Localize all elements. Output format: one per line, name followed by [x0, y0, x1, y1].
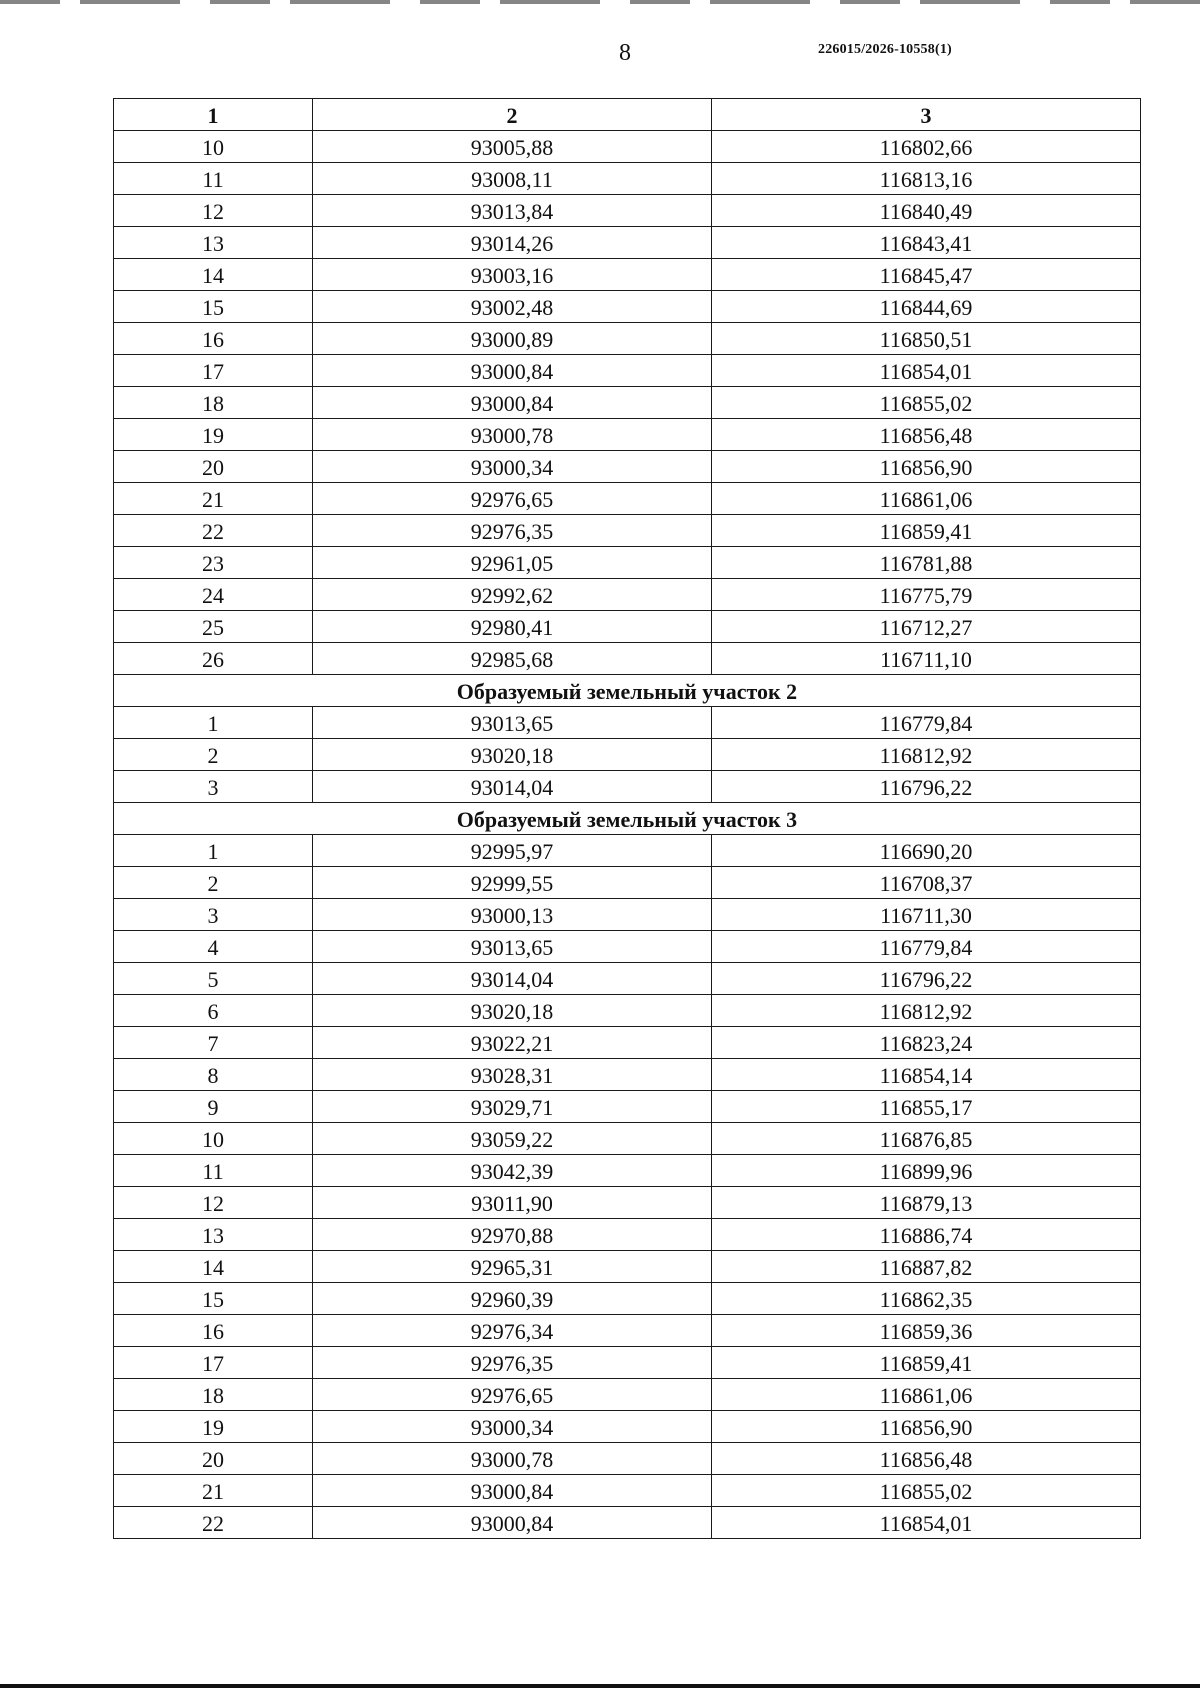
x-coordinate-cell: 93029,71: [313, 1091, 712, 1123]
x-coordinate-cell: 92970,88: [313, 1219, 712, 1251]
y-coordinate-cell: 116843,41: [712, 227, 1141, 259]
y-coordinate-cell: 116840,49: [712, 195, 1141, 227]
y-coordinate-cell: 116879,13: [712, 1187, 1141, 1219]
y-coordinate-cell: 116812,92: [712, 995, 1141, 1027]
x-coordinate-cell: 93000,84: [313, 355, 712, 387]
x-coordinate-cell: 93013,65: [313, 931, 712, 963]
point-number-cell: 22: [114, 1507, 313, 1539]
y-coordinate-cell: 116796,22: [712, 963, 1141, 995]
y-coordinate-cell: 116856,48: [712, 1443, 1141, 1475]
point-number-cell: 25: [114, 611, 313, 643]
point-number-cell: 2: [114, 739, 313, 771]
x-coordinate-cell: 93014,04: [313, 963, 712, 995]
y-coordinate-cell: 116899,96: [712, 1155, 1141, 1187]
y-coordinate-cell: 116690,20: [712, 835, 1141, 867]
table-row: [114, 643, 1141, 675]
point-number-cell: 3: [114, 899, 313, 931]
point-number-cell: 8: [114, 1059, 313, 1091]
table-row: [114, 1507, 1141, 1539]
point-number-cell: 1: [114, 835, 313, 867]
point-number-cell: 18: [114, 1379, 313, 1411]
table-row: [114, 1283, 1141, 1315]
section-title: Образуемый земельный участок 3: [114, 803, 1141, 835]
x-coordinate-cell: 92960,39: [313, 1283, 712, 1315]
x-coordinate-cell: 93059,22: [313, 1123, 712, 1155]
y-coordinate-cell: 116708,37: [712, 867, 1141, 899]
table-row: [114, 1443, 1141, 1475]
point-number-cell: 11: [114, 1155, 313, 1187]
table-row: [114, 323, 1141, 355]
y-coordinate-cell: 116779,84: [712, 707, 1141, 739]
point-number-cell: 20: [114, 451, 313, 483]
table-row: [114, 1379, 1141, 1411]
point-number-cell: 12: [114, 195, 313, 227]
table-row: [114, 291, 1141, 323]
table-row: [114, 259, 1141, 291]
x-coordinate-cell: 93020,18: [313, 995, 712, 1027]
point-number-cell: 15: [114, 291, 313, 323]
point-number-cell: 10: [114, 131, 313, 163]
x-coordinate-cell: 93003,16: [313, 259, 712, 291]
table-row: [114, 771, 1141, 803]
table-row: [114, 707, 1141, 739]
table-row: [114, 835, 1141, 867]
page-number: 8: [619, 40, 631, 66]
point-number-cell: 2: [114, 867, 313, 899]
table-row: [114, 963, 1141, 995]
x-coordinate-cell: 92985,68: [313, 643, 712, 675]
y-coordinate-cell: 116796,22: [712, 771, 1141, 803]
point-number-cell: 6: [114, 995, 313, 1027]
table-row: [114, 579, 1141, 611]
section-title-row: [114, 675, 1141, 707]
x-coordinate-cell: 93014,26: [313, 227, 712, 259]
y-coordinate-cell: 116855,17: [712, 1091, 1141, 1123]
table-row: [114, 163, 1141, 195]
x-coordinate-cell: 93028,31: [313, 1059, 712, 1091]
x-coordinate-cell: 93000,78: [313, 419, 712, 451]
point-number-cell: 26: [114, 643, 313, 675]
y-coordinate-cell: 116775,79: [712, 579, 1141, 611]
table-row: [114, 1155, 1141, 1187]
table-row: [114, 451, 1141, 483]
section-title: Образуемый земельный участок 2: [114, 675, 1141, 707]
header-col-3: 3: [712, 99, 1141, 131]
point-number-cell: 14: [114, 259, 313, 291]
y-coordinate-cell: 116711,10: [712, 643, 1141, 675]
x-coordinate-cell: 92976,65: [313, 1379, 712, 1411]
y-coordinate-cell: 116855,02: [712, 387, 1141, 419]
table-row: [114, 1251, 1141, 1283]
point-number-cell: 11: [114, 163, 313, 195]
y-coordinate-cell: 116813,16: [712, 163, 1141, 195]
scan-border-bottom: [0, 1684, 1200, 1688]
table-row: [114, 515, 1141, 547]
x-coordinate-cell: 93014,04: [313, 771, 712, 803]
y-coordinate-cell: 116862,35: [712, 1283, 1141, 1315]
y-coordinate-cell: 116856,90: [712, 1411, 1141, 1443]
y-coordinate-cell: 116812,92: [712, 739, 1141, 771]
table-row: [114, 227, 1141, 259]
table-row: [114, 1411, 1141, 1443]
point-number-cell: 13: [114, 227, 313, 259]
x-coordinate-cell: 93008,11: [313, 163, 712, 195]
point-number-cell: 17: [114, 355, 313, 387]
point-number-cell: 19: [114, 1411, 313, 1443]
table-row: [114, 899, 1141, 931]
point-number-cell: 16: [114, 1315, 313, 1347]
table-row: [114, 419, 1141, 451]
y-coordinate-cell: 116859,41: [712, 515, 1141, 547]
x-coordinate-cell: 93013,84: [313, 195, 712, 227]
y-coordinate-cell: 116845,47: [712, 259, 1141, 291]
table-row: [114, 1347, 1141, 1379]
section-title-row: [114, 803, 1141, 835]
x-coordinate-cell: 93005,88: [313, 131, 712, 163]
header-col-1: 1: [114, 99, 313, 131]
header-col-2: 2: [313, 99, 712, 131]
x-coordinate-cell: 93000,84: [313, 387, 712, 419]
y-coordinate-cell: 116859,41: [712, 1347, 1141, 1379]
table-row: [114, 1027, 1141, 1059]
table-row: [114, 1187, 1141, 1219]
table-row: [114, 1315, 1141, 1347]
x-coordinate-cell: 93042,39: [313, 1155, 712, 1187]
y-coordinate-cell: 116854,14: [712, 1059, 1141, 1091]
x-coordinate-cell: 93000,78: [313, 1443, 712, 1475]
point-number-cell: 12: [114, 1187, 313, 1219]
point-number-cell: 18: [114, 387, 313, 419]
table-row: [114, 355, 1141, 387]
y-coordinate-cell: 116779,84: [712, 931, 1141, 963]
point-number-cell: 24: [114, 579, 313, 611]
table-row: [114, 1091, 1141, 1123]
table-row: [114, 195, 1141, 227]
y-coordinate-cell: 116855,02: [712, 1475, 1141, 1507]
y-coordinate-cell: 116861,06: [712, 483, 1141, 515]
x-coordinate-cell: 92992,62: [313, 579, 712, 611]
y-coordinate-cell: 116854,01: [712, 1507, 1141, 1539]
x-coordinate-cell: 93022,21: [313, 1027, 712, 1059]
x-coordinate-cell: 92965,31: [313, 1251, 712, 1283]
x-coordinate-cell: 93020,18: [313, 739, 712, 771]
x-coordinate-cell: 92999,55: [313, 867, 712, 899]
point-number-cell: 17: [114, 1347, 313, 1379]
point-number-cell: 16: [114, 323, 313, 355]
point-number-cell: 1: [114, 707, 313, 739]
x-coordinate-cell: 92976,35: [313, 1347, 712, 1379]
point-number-cell: 4: [114, 931, 313, 963]
x-coordinate-cell: 93011,90: [313, 1187, 712, 1219]
x-coordinate-cell: 92961,05: [313, 547, 712, 579]
y-coordinate-cell: 116859,36: [712, 1315, 1141, 1347]
point-number-cell: 22: [114, 515, 313, 547]
x-coordinate-cell: 93000,89: [313, 323, 712, 355]
table-row: [114, 483, 1141, 515]
point-number-cell: 5: [114, 963, 313, 995]
point-number-cell: 10: [114, 1123, 313, 1155]
table-row: [114, 931, 1141, 963]
table-row: [114, 611, 1141, 643]
table-row: [114, 547, 1141, 579]
x-coordinate-cell: 93000,84: [313, 1507, 712, 1539]
x-coordinate-cell: 93000,13: [313, 899, 712, 931]
x-coordinate-cell: 93000,84: [313, 1475, 712, 1507]
x-coordinate-cell: 92995,97: [313, 835, 712, 867]
point-number-cell: 14: [114, 1251, 313, 1283]
table-body: [114, 131, 1141, 1539]
coordinates-table: [113, 98, 1141, 1539]
table-row: [114, 1123, 1141, 1155]
x-coordinate-cell: 92976,35: [313, 515, 712, 547]
x-coordinate-cell: 92980,41: [313, 611, 712, 643]
y-coordinate-cell: 116856,90: [712, 451, 1141, 483]
x-coordinate-cell: 93000,34: [313, 1411, 712, 1443]
table-row: [114, 1059, 1141, 1091]
point-number-cell: 3: [114, 771, 313, 803]
x-coordinate-cell: 93002,48: [313, 291, 712, 323]
scan-border-top: [0, 0, 1200, 4]
x-coordinate-cell: 93000,34: [313, 451, 712, 483]
table-row: [114, 131, 1141, 163]
y-coordinate-cell: 116886,74: [712, 1219, 1141, 1251]
point-number-cell: 23: [114, 547, 313, 579]
table-row: [114, 739, 1141, 771]
x-coordinate-cell: 93013,65: [313, 707, 712, 739]
table-row: [114, 995, 1141, 1027]
y-coordinate-cell: 116876,85: [712, 1123, 1141, 1155]
y-coordinate-cell: 116861,06: [712, 1379, 1141, 1411]
table-row: [114, 1219, 1141, 1251]
y-coordinate-cell: 116781,88: [712, 547, 1141, 579]
point-number-cell: 21: [114, 483, 313, 515]
y-coordinate-cell: 116854,01: [712, 355, 1141, 387]
table-row: [114, 1475, 1141, 1507]
table-row: [114, 387, 1141, 419]
point-number-cell: 15: [114, 1283, 313, 1315]
point-number-cell: 7: [114, 1027, 313, 1059]
point-number-cell: 20: [114, 1443, 313, 1475]
point-number-cell: 9: [114, 1091, 313, 1123]
y-coordinate-cell: 116711,30: [712, 899, 1141, 931]
y-coordinate-cell: 116823,24: [712, 1027, 1141, 1059]
point-number-cell: 21: [114, 1475, 313, 1507]
y-coordinate-cell: 116802,66: [712, 131, 1141, 163]
y-coordinate-cell: 116850,51: [712, 323, 1141, 355]
x-coordinate-cell: 92976,65: [313, 483, 712, 515]
table-header-row: [114, 99, 1141, 131]
x-coordinate-cell: 92976,34: [313, 1315, 712, 1347]
y-coordinate-cell: 116712,27: [712, 611, 1141, 643]
document-reference: 226015/2026-10558(1): [818, 42, 952, 57]
point-number-cell: 19: [114, 419, 313, 451]
y-coordinate-cell: 116887,82: [712, 1251, 1141, 1283]
point-number-cell: 13: [114, 1219, 313, 1251]
y-coordinate-cell: 116856,48: [712, 419, 1141, 451]
table-row: [114, 867, 1141, 899]
y-coordinate-cell: 116844,69: [712, 291, 1141, 323]
